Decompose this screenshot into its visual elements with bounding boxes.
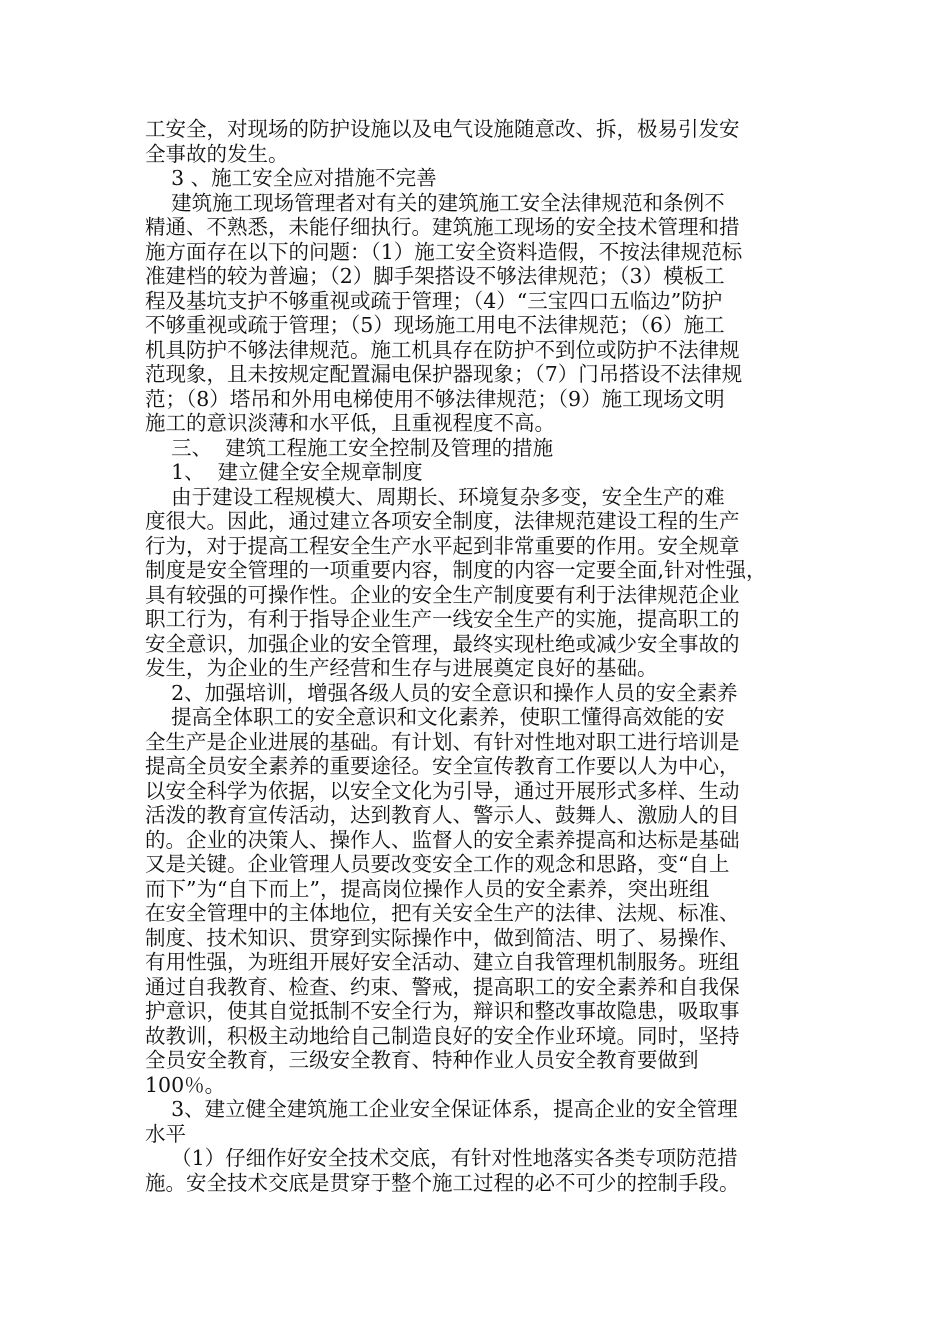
text-line: 安全意识，加强企业的安全管理，最终实现杜绝或减少安全事故的 <box>145 631 740 656</box>
heading-1-rules <box>145 460 805 485</box>
text-line: 全事故的发生。 <box>145 141 289 166</box>
text-line: 有用性强，为班组开展好安全活动、建立自我管理机制服务。班组 <box>145 950 740 974</box>
text-line: 提高全员安全素养的重要途径。安全宣传教育工作要以人为中心， <box>145 754 740 778</box>
para-training <box>145 705 805 1097</box>
document-body <box>145 117 805 1195</box>
text-line: 职工行为，有利于指导企业生产一线安全生产的实施，提高职工的 <box>145 607 740 631</box>
text-line: 施。安全技术交底是贯穿于整个施工过程的必不可少的控制手段。 <box>145 1170 740 1195</box>
text-line: 3 、施工安全应对措施不完善 <box>145 166 437 190</box>
text-line: 不够重视或疏于管理；（5）现场施工用电不法律规范；（6）施工 <box>145 313 725 337</box>
text-line: 以安全科学为依据，以安全文化为引导，通过开展形式多样、生动 <box>145 778 740 803</box>
text-line: 程及基坑支护不够重视或疏于管理；（4）“三宝四口五临边”防护 <box>145 288 723 313</box>
heading-2-training <box>145 681 805 706</box>
text-line: 行为，对于提高工程安全生产水平起到非常重要的作用。安全规章 <box>145 533 740 558</box>
text-line: 提高全体职工的安全意识和文化素养，使职工懂得高效能的安 <box>145 705 725 729</box>
para-rules <box>145 485 805 681</box>
text-line: 施工的意识淡薄和水平低，且重视程度不高。 <box>145 411 555 435</box>
text-line: 机具防护不够法律规范。施工机具存在防护不到位或防护不法律规 <box>145 337 740 362</box>
text-line: （1）仔细作好安全技术交底，有针对性地落实各类专项防范措 <box>145 1146 738 1170</box>
text-line: 度很大。因此，通过建立各项安全制度，法律规范建设工程的生产 <box>145 509 740 533</box>
text-line: 而下”为“自下而上”，提高岗位操作人员的安全素养，突出班组 <box>145 876 710 901</box>
text-line: 的。企业的决策人、操作人、监督人的安全素养提高和达标是基础 <box>145 827 740 852</box>
text-line: 全生产是企业进展的基础。有计划、有针对性地对职工进行培训是 <box>145 729 740 754</box>
text-line: 范；（8）塔吊和外用电梯使用不够法律规范；（9）施工现场文明 <box>145 386 725 411</box>
heading-3-guarantee-system <box>145 1097 805 1146</box>
text-line: 护意识，使其自觉抵制不安全行为，辩识和整改事故隐患，吸取事 <box>145 999 740 1023</box>
text-line: 故教训，积极主动地给自己制造良好的安全作业环境。同时，坚持 <box>145 1023 740 1048</box>
text-line: 三、 建筑工程施工安全控制及管理的措施 <box>145 435 554 460</box>
heading-3-measures-incomplete <box>145 166 805 191</box>
text-line: 通过自我教育、检查、约束、警戒，提高职工的安全素养和自我保 <box>145 974 740 999</box>
text-line: 水平 <box>145 1121 186 1146</box>
text-line: 3、建立健全建筑施工企业安全保证体系，提高企业的安全管理 <box>145 1097 738 1121</box>
heading-section-3 <box>145 436 805 461</box>
text-line: 全员安全教育，三级安全教育、特种作业人员安全教育要做到 <box>145 1048 699 1072</box>
text-line: 施方面存在以下的问题：（1）施工安全资料造假，不按法律规范标 <box>145 239 743 264</box>
text-line: 精通、不熟悉，未能仔细执行。建筑施工现场的安全技术管理和措 <box>145 215 740 239</box>
text-line: 制度是安全管理的一项重要内容，制度的内容一定要全面,针对性强， <box>145 558 767 582</box>
text-line: 1、 建立健全安全规章制度 <box>145 460 423 484</box>
text-line: 具有较强的可操作性。企业的安全生产制度要有利于法律规范企业 <box>145 582 740 607</box>
text-line: 活泼的教育宣传活动，达到教育人、警示人、鼓舞人、激励人的目 <box>145 803 740 827</box>
text-line: 建筑施工现场管理者对有关的建筑施工安全法律规范和条例不 <box>145 190 725 215</box>
text-line: 又是关键。企业管理人员要改变安全工作的观念和思路，变“自上 <box>145 852 730 876</box>
text-line: 由于建设工程规模大、周期长、环境复杂多变，安全生产的难 <box>145 484 725 509</box>
text-line: 制度、技术知识、贯穿到实际操作中，做到简洁、明了、易操作、 <box>145 925 740 950</box>
text-line: 发生，为企业的生产经营和生存与进展奠定良好的基础。 <box>145 656 658 680</box>
para-technical-briefing <box>145 1146 805 1195</box>
para-management-problems <box>145 191 805 436</box>
text-line: 工安全，对现场的防护设施以及电气设施随意改、拆，极易引发安 <box>145 117 740 141</box>
text-line: 2、加强培训，增强各级人员的安全意识和操作人员的安全素养 <box>145 680 738 705</box>
para-continuation <box>145 117 805 166</box>
text-line: 准建档的较为普遍；（2）脚手架搭设不够法律规范；（3）模板工 <box>145 264 725 288</box>
text-line: 范现象，且未按规定配置漏电保护器现象；（7）门吊搭设不法律规 <box>145 362 743 386</box>
text-line: 100％。 <box>145 1072 226 1097</box>
text-line: 在安全管理中的主体地位，把有关安全生产的法律、法规、标准、 <box>145 901 740 925</box>
